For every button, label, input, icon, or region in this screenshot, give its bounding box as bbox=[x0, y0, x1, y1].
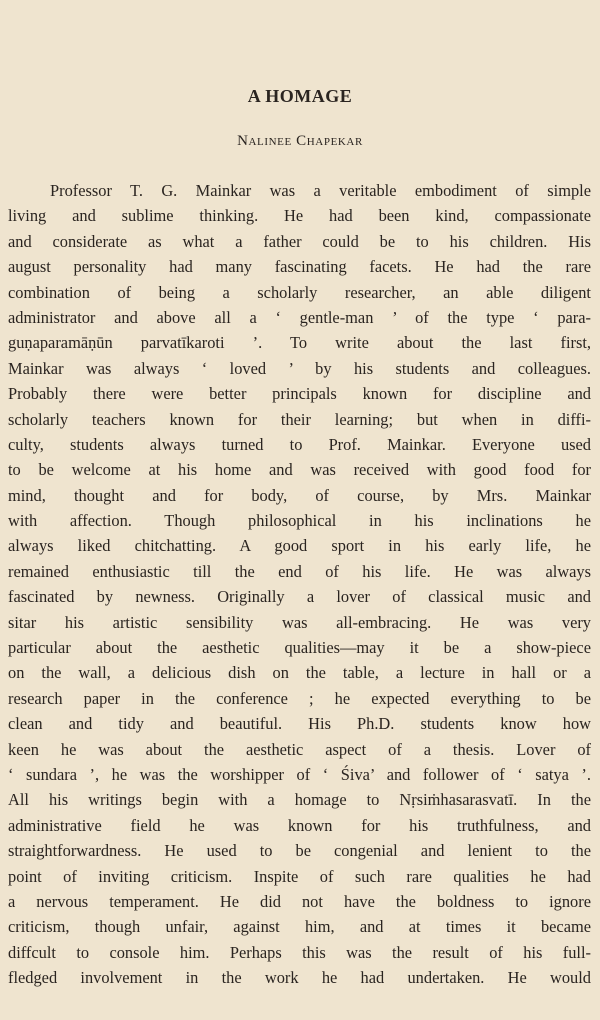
text-line: administrative field he was known for his truthfulness, and bbox=[8, 815, 591, 835]
text-line: to be welcome at his home and was received with good food for bbox=[8, 460, 591, 480]
text-line: on the wall, a delicious dish on the table, a lecture in hall or a bbox=[8, 663, 591, 683]
text-line: sitar his artistic sensibility was all-embracing. He was very bbox=[8, 612, 591, 632]
text-line: fascinated by newness. Originally a lover of classical music and bbox=[8, 587, 591, 607]
text-line: mind, thought and for body, of course, by Mrs. Mainkar bbox=[8, 485, 591, 505]
text-line: clean and tidy and beautiful. His Ph.D. students know how bbox=[8, 714, 591, 734]
text-line: Professor T. G. Mainkar was a veritable embodiment of simple bbox=[50, 181, 591, 200]
text-line: administrator and above all a ‘ gentle-man ’ of the type ‘ para- bbox=[8, 307, 591, 327]
text-line: remained enthusiastic till the end of his life. He was always bbox=[8, 561, 591, 581]
text-line: fledged involvement in the work he had undertaken. He would bbox=[8, 968, 591, 988]
text-line: particular about the aesthetic qualities—may it be a show-piece bbox=[8, 638, 591, 658]
text-line: living and sublime thinking. He had been kind, compassionate bbox=[8, 206, 591, 226]
text-line: a nervous temperament. He did not have the boldness to ignore bbox=[8, 891, 591, 911]
article-author: Nalinee Chapekar bbox=[237, 133, 363, 149]
text-line: ‘ sundara ’, he was the worshipper of ‘ Śiva’ and follower of ‘ satya ’. bbox=[8, 764, 591, 784]
text-line: always liked chitchatting. A good sport in his early life, he bbox=[8, 536, 591, 556]
text-line: scholarly teachers known for their learning; but when in diffi- bbox=[8, 409, 591, 429]
text-line: combination of being a scholarly researcher, an able diligent bbox=[8, 282, 591, 302]
text-line: keen he was about the aesthetic aspect of a thesis. Lover of bbox=[8, 739, 591, 759]
text-line: guṇaparamāṇūn parvatīkaroti ’. To write about the last first, bbox=[8, 333, 591, 353]
text-line: diffcult to console him. Perhaps this was the result of his full- bbox=[8, 942, 591, 962]
text-line: culty, students always turned to Prof. Mainkar. Everyone used bbox=[8, 434, 591, 454]
text-line: and considerate as what a father could be to his children. His bbox=[8, 231, 591, 251]
article-body bbox=[8, 178, 591, 991]
article-title: A HOMAGE bbox=[247, 86, 353, 106]
text-line: research paper in the conference ; he expected everything to be bbox=[8, 688, 591, 708]
text-line: criticism, though unfair, against him, and at times it became bbox=[8, 917, 591, 937]
text-line: Mainkar was always ‘ loved ’ by his students and colleagues. bbox=[8, 358, 591, 378]
text-line: straightforwardness. He used to be congenial and lenient to the bbox=[8, 841, 591, 861]
text-line: All his writings begin with a homage to Nṛsiṁhasarasvatī. In the bbox=[8, 790, 591, 810]
text-line: with affection. Though philosophical in his inclinations he bbox=[8, 511, 591, 531]
text-line: Probably there were better principals known for discipline and bbox=[8, 384, 591, 404]
text-line: august personality had many fascinating facets. He had the rare bbox=[8, 257, 591, 277]
text-line: point of inviting criticism. Inspite of such rare qualities he had bbox=[8, 866, 591, 886]
